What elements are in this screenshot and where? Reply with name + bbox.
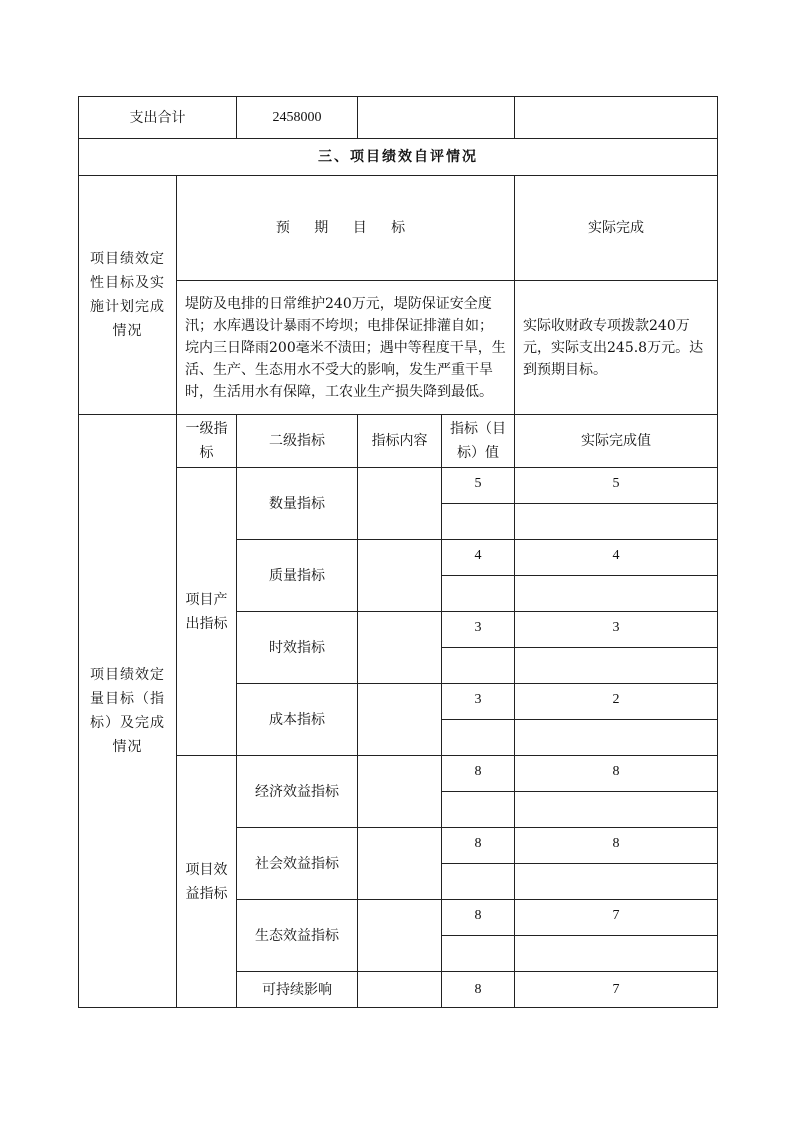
content-cell xyxy=(358,540,442,612)
target-value: 8 xyxy=(442,972,515,1008)
empty-cell xyxy=(442,864,515,900)
quantitative-header-row xyxy=(79,415,718,468)
expense-empty-cell xyxy=(358,97,515,139)
actual-value: 7 xyxy=(515,972,718,1008)
empty-cell xyxy=(442,504,515,540)
empty-cell xyxy=(515,864,718,900)
level2-cell: 数量指标 xyxy=(237,468,358,540)
content-cell xyxy=(358,756,442,828)
content-cell xyxy=(358,972,442,1008)
empty-cell xyxy=(515,936,718,972)
header-target: 指标（目标）值 xyxy=(442,415,515,468)
target-value: 8 xyxy=(442,900,515,936)
empty-cell xyxy=(515,576,718,612)
actual-value: 3 xyxy=(515,612,718,648)
expense-row xyxy=(79,97,718,139)
qualitative-header-row xyxy=(79,176,718,281)
actual-value: 2 xyxy=(515,684,718,720)
actual-value: 8 xyxy=(515,828,718,864)
content-cell xyxy=(358,828,442,900)
performance-table xyxy=(78,96,718,1008)
level2-cell: 社会效益指标 xyxy=(237,828,358,900)
quantitative-row-label: 项目绩效定量目标（指标）及完成情况 xyxy=(79,415,177,1008)
level2-cell: 生态效益指标 xyxy=(237,900,358,972)
actual-value: 5 xyxy=(515,468,718,504)
actual-value: 7 xyxy=(515,900,718,936)
level2-cell: 质量指标 xyxy=(237,540,358,612)
expense-empty-cell xyxy=(515,97,718,139)
empty-cell xyxy=(442,936,515,972)
header-level1: 一级指标 xyxy=(177,415,237,468)
actual-completion-header: 实际完成 xyxy=(515,176,718,281)
target-value: 5 xyxy=(442,468,515,504)
header-level2: 二级指标 xyxy=(237,415,358,468)
level2-cell: 经济效益指标 xyxy=(237,756,358,828)
target-value: 3 xyxy=(442,684,515,720)
expense-amount: 2458000 xyxy=(237,97,358,139)
content-cell xyxy=(358,612,442,684)
header-actual: 实际完成值 xyxy=(515,415,718,468)
content-cell xyxy=(358,684,442,756)
target-value: 8 xyxy=(442,828,515,864)
target-value: 8 xyxy=(442,756,515,792)
level1-output: 项目产出指标 xyxy=(177,468,237,756)
actual-value: 8 xyxy=(515,756,718,792)
actual-completion-text: 实际收财政专项拨款240万元，实际支出245.8万元。达到预期目标。 xyxy=(515,281,718,415)
level2-cell: 时效指标 xyxy=(237,612,358,684)
empty-cell xyxy=(442,576,515,612)
empty-cell xyxy=(442,720,515,756)
actual-value: 4 xyxy=(515,540,718,576)
expected-goal-text: 堤防及电排的日常维护240万元，堤防保证安全度汛；水库遇设计暴雨不垮坝；电排保证排灌自如；垸内三日降雨200毫米不渍田；遇中等程度干旱，生活、生产、生态用水不受大的影响，发生严重干旱时，生活用水有保障，工农业生产损失降到最低。 xyxy=(177,281,515,415)
empty-cell xyxy=(442,792,515,828)
empty-cell xyxy=(515,792,718,828)
expense-label: 支出合计 xyxy=(79,97,237,139)
content-cell xyxy=(358,468,442,540)
expected-goal-header: 预 期 目 标 xyxy=(177,176,515,281)
section-title: 三、项目绩效自评情况 xyxy=(79,139,718,176)
empty-cell xyxy=(515,720,718,756)
empty-cell xyxy=(442,648,515,684)
level2-cell: 可持续影响 xyxy=(237,972,358,1008)
target-value: 4 xyxy=(442,540,515,576)
header-content: 指标内容 xyxy=(358,415,442,468)
empty-cell xyxy=(515,648,718,684)
target-value: 3 xyxy=(442,612,515,648)
section-row xyxy=(79,139,718,176)
content-cell xyxy=(358,900,442,972)
empty-cell xyxy=(515,504,718,540)
qualitative-row-label: 项目绩效定性目标及实施计划完成情况 xyxy=(79,176,177,415)
level1-benefit: 项目效益指标 xyxy=(177,756,237,1008)
level2-cell: 成本指标 xyxy=(237,684,358,756)
